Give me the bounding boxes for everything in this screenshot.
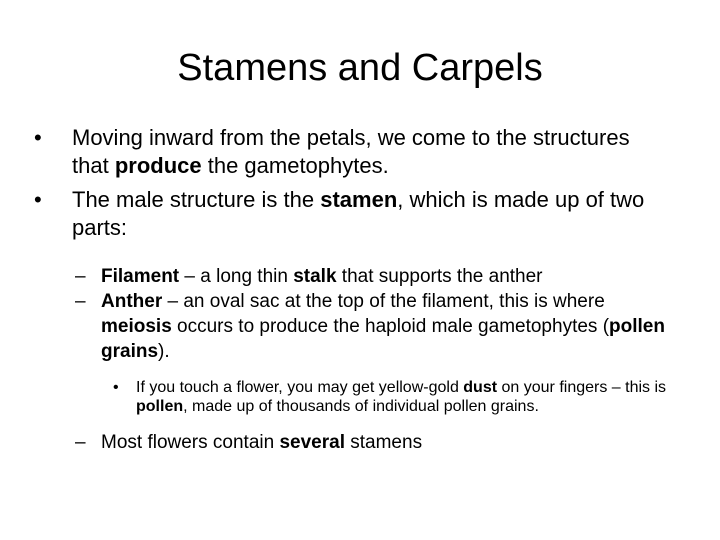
bullet-text: on your fingers – this is bbox=[497, 379, 667, 396]
bold-term: produce bbox=[114, 153, 202, 178]
bullet-marker: • bbox=[34, 187, 42, 212]
bullet-text: If you touch a flower, you may get yellow-gold bbox=[136, 379, 464, 396]
bold-term: dust bbox=[463, 379, 498, 396]
bold-term: Anther bbox=[101, 291, 163, 312]
slide-body bbox=[0, 124, 720, 455]
bullet-text: stamens bbox=[344, 432, 423, 453]
sub-bullet-item bbox=[0, 289, 676, 364]
dash-marker: – bbox=[75, 266, 86, 287]
bullet-text: the gametophytes. bbox=[201, 153, 389, 178]
bold-term: stalk bbox=[293, 266, 337, 287]
bold-term: meiosis bbox=[101, 316, 172, 337]
bullet-text: ). bbox=[158, 341, 170, 362]
dash-marker: – bbox=[75, 291, 86, 312]
sub-bullet-item bbox=[0, 264, 676, 289]
bullet-text: that supports the anther bbox=[336, 266, 543, 287]
bold-term: several bbox=[279, 432, 345, 453]
bold-term: Filament bbox=[101, 266, 180, 287]
bold-term: pollen grains bbox=[101, 316, 665, 362]
bullet-text: – an oval sac at the top of the filament, this is where bbox=[162, 291, 605, 312]
slide-title: Stamens and Carpels bbox=[177, 47, 543, 89]
dash-marker: – bbox=[75, 432, 86, 453]
bullet-text: Most flowers contain bbox=[101, 432, 280, 453]
bullet-marker: • bbox=[34, 125, 42, 150]
bullet-item bbox=[0, 124, 672, 180]
sub-bullet-item bbox=[0, 430, 676, 455]
bullet-text: – a long thin bbox=[179, 266, 294, 287]
bullet-text: The male structure is the bbox=[72, 187, 321, 212]
bullet-text: Moving inward from the petals, we come to the structures that bbox=[72, 125, 630, 178]
bullet-marker: • bbox=[113, 379, 119, 396]
bold-term: pollen bbox=[136, 398, 184, 415]
bullet-text: , which is made up of two parts: bbox=[72, 187, 645, 240]
bullet-item bbox=[0, 186, 672, 242]
bold-term: stamen bbox=[320, 187, 398, 212]
sub-sub-bullet-item bbox=[0, 378, 688, 416]
bullet-text: , made up of thousands of individual pollen grains. bbox=[183, 398, 539, 415]
bullet-text: occurs to produce the haploid male gametophytes ( bbox=[171, 316, 610, 337]
